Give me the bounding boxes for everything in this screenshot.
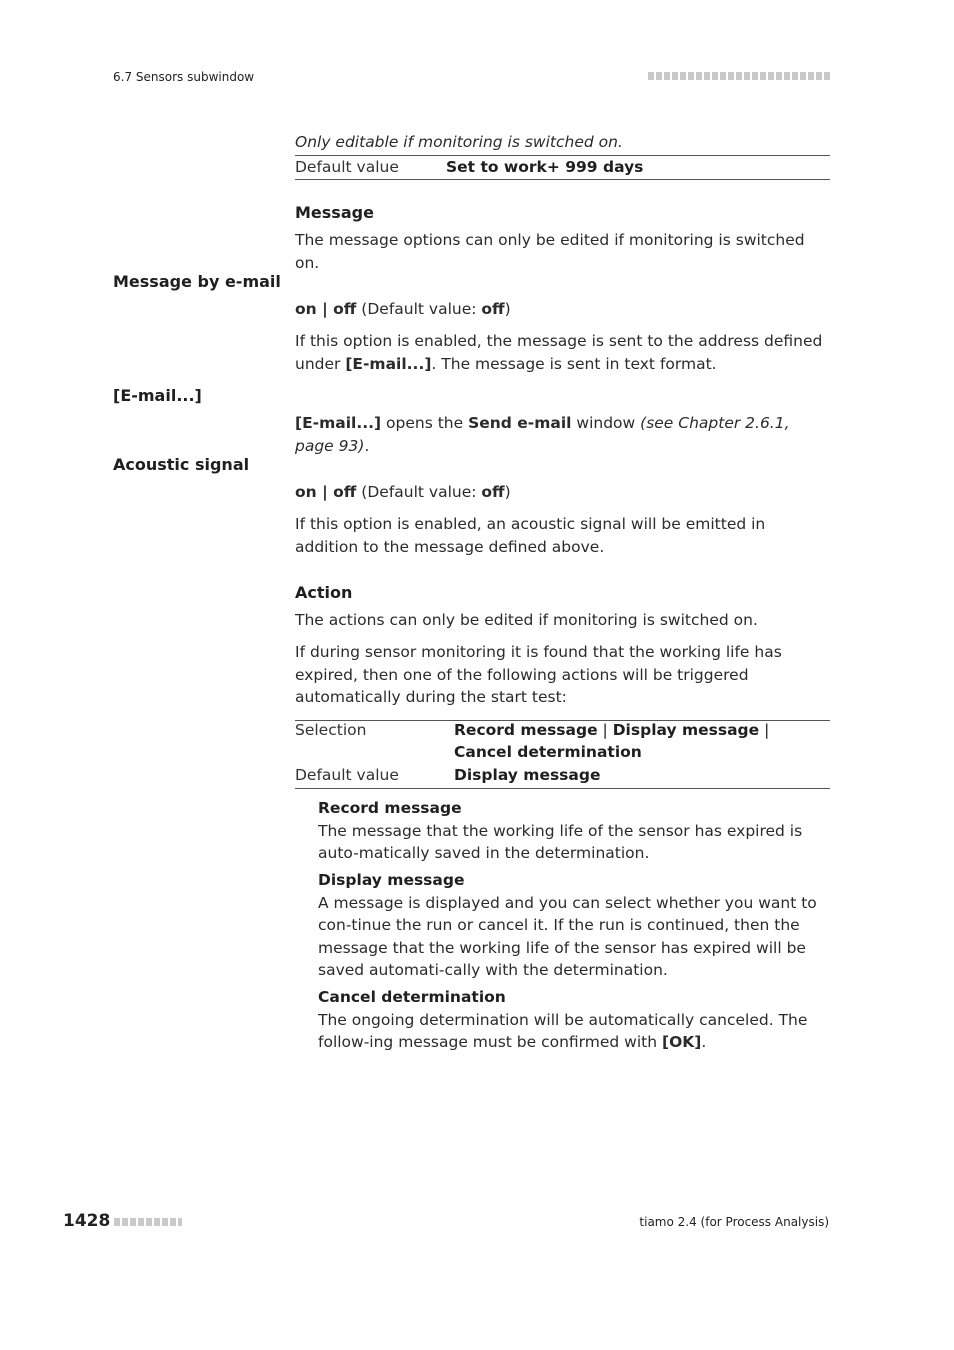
term-text: The ongoing determination will be automatically canceled. The follow-ing message must be confirmed with xyxy=(318,1010,808,1051)
email-button-label: [E-mail...] xyxy=(113,386,202,405)
option-on: on xyxy=(295,300,317,318)
option-sep: | xyxy=(759,721,770,739)
footer-product: tiamo 2.4 (for Process Analysis) xyxy=(639,1215,829,1229)
editable-note: Only editable if monitoring is switched on. xyxy=(295,133,623,151)
default-value-label: Default value xyxy=(295,766,399,784)
option-display-message: Display message xyxy=(612,721,760,739)
chapter-reference-link[interactable]: (see Chapter 2.6.1, page 93) xyxy=(295,414,790,455)
option-sep: | xyxy=(597,721,613,739)
message-heading: Message xyxy=(295,203,374,222)
term-text: The message that the working life of the sensor has expired is auto-matically saved in the determination. xyxy=(318,821,803,862)
option-sep: | xyxy=(316,300,334,318)
text-part: . xyxy=(364,436,370,455)
selection-label: Selection xyxy=(295,721,367,739)
default-prefix: (Default value: xyxy=(356,300,482,318)
default-suffix: ) xyxy=(504,300,511,318)
term-title: Record message xyxy=(318,799,462,817)
default-prefix: (Default value: xyxy=(356,483,482,501)
default-suffix: ) xyxy=(504,483,511,501)
action-description: If during sensor monitoring it is found that the working life has expired, then one of the following actions will be triggered automatically during the start test: xyxy=(295,643,782,706)
ok-button-ref: [OK] xyxy=(662,1033,702,1051)
default-value: Set to work+ 999 days xyxy=(446,158,644,176)
header-decoration xyxy=(648,72,830,80)
acoustic-description: If this option is enabled, an acoustic signal will be emitted in addition to the message defined above. xyxy=(295,515,766,556)
option-cancel-determination: Cancel determination xyxy=(454,743,642,761)
action-intro: The actions can only be edited if monitoring is switched on. xyxy=(295,611,758,629)
term-text: A message is displayed and you can select whether you want to con-tinue the run or cancel it. If the run is continued, then the message that the working life of the sensor has expired will be saved automati-cally with the determination. xyxy=(318,893,817,979)
term-title: Cancel determination xyxy=(318,988,506,1006)
default-value: Display message xyxy=(454,766,601,784)
default-value-label: Default value xyxy=(295,158,399,176)
default-val: off xyxy=(481,483,505,501)
email-option-values xyxy=(295,298,830,321)
acoustic-signal-label: Acoustic signal xyxy=(113,455,250,474)
default-val: off xyxy=(481,300,505,318)
acoustic-option-values xyxy=(295,481,830,504)
option-sep: | xyxy=(316,483,334,501)
message-intro: The message options can only be edited if monitoring is switched on. xyxy=(295,231,805,272)
email-button-name: [E-mail...] xyxy=(295,414,382,432)
term-cancel-determination xyxy=(318,986,830,1054)
term-text-end: . xyxy=(701,1033,707,1051)
message-by-email-label: Message by e-mail xyxy=(113,272,281,291)
email-button-description xyxy=(295,412,830,457)
text-part: window xyxy=(571,414,641,432)
selection-options xyxy=(454,719,830,763)
email-button-ref: [E-mail...] xyxy=(345,354,432,373)
email-option-description xyxy=(295,330,830,375)
option-on: on xyxy=(295,483,317,501)
table-rule-bottom xyxy=(295,179,830,180)
term-title: Display message xyxy=(318,871,465,889)
term-display-message xyxy=(318,869,830,982)
page-number: 1428 xyxy=(63,1211,111,1231)
desc-part-2: . The message is sent in text format. xyxy=(431,354,717,373)
desc-part-1: If this option is enabled, the message is sent to the address defined under xyxy=(295,332,823,373)
text-part: opens the xyxy=(381,414,469,432)
table-rule-bottom xyxy=(295,788,830,789)
term-record-message xyxy=(318,797,830,865)
action-heading: Action xyxy=(295,583,353,602)
footer-decoration xyxy=(114,1218,182,1226)
option-off: off xyxy=(333,300,357,318)
option-record-message: Record message xyxy=(454,721,598,739)
option-off: off xyxy=(333,483,357,501)
send-email-window: Send e-mail xyxy=(468,414,572,432)
running-header-section: 6.7 Sensors subwindow xyxy=(113,70,255,84)
